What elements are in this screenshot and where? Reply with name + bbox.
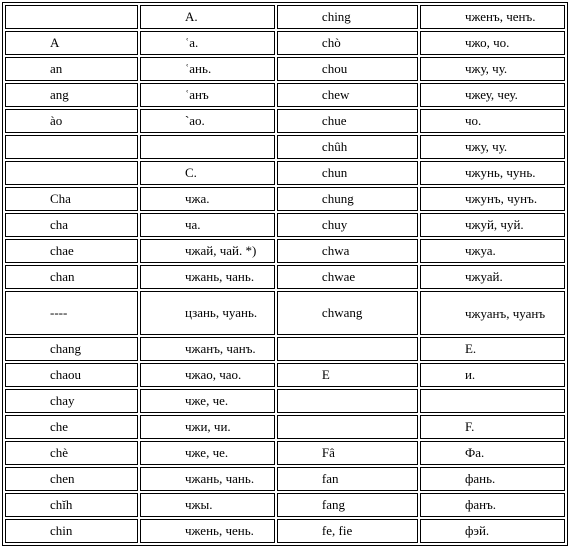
table-row [5,83,565,107]
cyrillic-transcription-a-cell: чжань, чань. [140,467,275,491]
latin-syllable-b-cell: ching [277,5,418,29]
table-row [5,519,565,543]
cyrillic-transcription-a-cell: чжень, чень. [140,519,275,543]
cyrillic-transcription-a-cell: чжань, чань. [140,265,275,289]
table-row [5,135,565,159]
latin-syllable-a-cell [5,5,138,29]
cyrillic-transcription-b-cell: чжуанъ, чуанъ [420,291,565,335]
cyrillic-transcription-b-cell: чжеу, чеу. [420,83,565,107]
table-row [5,5,565,29]
latin-syllable-a-cell: ang [5,83,138,107]
latin-syllable-b-cell [277,389,418,413]
table-row [5,389,565,413]
table-row [5,187,565,211]
latin-syllable-b-cell: chue [277,109,418,133]
cyrillic-transcription-b-cell: чо. [420,109,565,133]
latin-syllable-b-cell: chuy [277,213,418,237]
cyrillic-transcription-b-cell: чжу, чу. [420,135,565,159]
latin-syllable-b-cell: fan [277,467,418,491]
table-row [5,265,565,289]
cyrillic-transcription-b-cell: чжо, чо. [420,31,565,55]
table-row [5,467,565,491]
cyrillic-transcription-a-cell: ча. [140,213,275,237]
cyrillic-transcription-b-cell: E. [420,337,565,361]
latin-syllable-a-cell: chae [5,239,138,263]
transliteration-table [2,2,568,546]
table-row [5,57,565,81]
latin-syllable-a-cell: ào [5,109,138,133]
cyrillic-transcription-a-cell: чжао, чао. [140,363,275,387]
cyrillic-transcription-a-cell: чжай, чай. *) [140,239,275,263]
cyrillic-transcription-a-cell: чжи, чи. [140,415,275,439]
latin-syllable-b-cell: chwae [277,265,418,289]
cyrillic-transcription-b-cell [420,389,565,413]
cyrillic-transcription-a-cell: чже, че. [140,389,275,413]
latin-syllable-a-cell: cha [5,213,138,237]
cyrillic-transcription-a-cell: ʿа. [140,31,275,55]
latin-syllable-b-cell: chwa [277,239,418,263]
latin-syllable-a-cell: Cha [5,187,138,211]
cyrillic-transcription-a-cell: ʿань. [140,57,275,81]
cyrillic-transcription-b-cell: чжуй, чуй. [420,213,565,237]
cyrillic-transcription-b-cell: чжунь, чунь. [420,161,565,185]
latin-syllable-b-cell: chun [277,161,418,185]
cyrillic-transcription-a-cell: цзань, чуань. [140,291,275,335]
cyrillic-transcription-b-cell: чжуай. [420,265,565,289]
latin-syllable-b-cell: E [277,363,418,387]
table-row [5,441,565,465]
latin-syllable-a-cell: chin [5,519,138,543]
latin-syllable-b-cell: chò [277,31,418,55]
cyrillic-transcription-b-cell: чжуа. [420,239,565,263]
table-row [5,161,565,185]
latin-syllable-b-cell: chûh [277,135,418,159]
cyrillic-transcription-b-cell: F. [420,415,565,439]
table-row [5,493,565,517]
latin-syllable-b-cell [277,415,418,439]
latin-syllable-a-cell: chan [5,265,138,289]
cyrillic-transcription-a-cell: A. [140,5,275,29]
latin-syllable-b-cell: Fâ [277,441,418,465]
cyrillic-transcription-b-cell: чженъ, ченъ. [420,5,565,29]
table-row [5,31,565,55]
table-row [5,239,565,263]
cyrillic-transcription-b-cell: чжу, чу. [420,57,565,81]
table-row [5,363,565,387]
latin-syllable-b-cell: fang [277,493,418,517]
latin-syllable-a-cell: A [5,31,138,55]
cyrillic-transcription-a-cell: чжанъ, чанъ. [140,337,275,361]
cyrillic-transcription-a-cell [140,135,275,159]
latin-syllable-a-cell [5,161,138,185]
latin-syllable-a-cell: chang [5,337,138,361]
table-row [5,109,565,133]
latin-syllable-a-cell: an [5,57,138,81]
cyrillic-transcription-b-cell: фэй. [420,519,565,543]
cyrillic-transcription-a-cell: C. [140,161,275,185]
cyrillic-transcription-a-cell: чже, че. [140,441,275,465]
latin-syllable-b-cell: chwang [277,291,418,335]
latin-syllable-b-cell: chew [277,83,418,107]
cyrillic-transcription-b-cell: чжунъ, чунъ. [420,187,565,211]
cyrillic-transcription-b-cell: фань. [420,467,565,491]
latin-syllable-a-cell: che [5,415,138,439]
latin-syllable-a-cell: ---- [5,291,138,335]
latin-syllable-a-cell: chay [5,389,138,413]
latin-syllable-a-cell: chen [5,467,138,491]
latin-syllable-b-cell: chou [277,57,418,81]
latin-syllable-a-cell: chè [5,441,138,465]
table-row [5,415,565,439]
latin-syllable-a-cell: chĭh [5,493,138,517]
latin-syllable-b-cell: fe, fie [277,519,418,543]
latin-syllable-b-cell: chung [277,187,418,211]
cyrillic-transcription-b-cell: фанъ. [420,493,565,517]
table-row [5,213,565,237]
cyrillic-transcription-a-cell: чжы. [140,493,275,517]
cyrillic-transcription-a-cell: ʿанъ [140,83,275,107]
latin-syllable-b-cell [277,337,418,361]
cyrillic-transcription-b-cell: Фа. [420,441,565,465]
table-row [5,337,565,361]
table-body [5,5,565,543]
table-row [5,291,565,335]
cyrillic-transcription-a-cell: чжа. [140,187,275,211]
latin-syllable-a-cell [5,135,138,159]
latin-syllable-a-cell: chaou [5,363,138,387]
cyrillic-transcription-b-cell: и. [420,363,565,387]
cyrillic-transcription-a-cell: `ао. [140,109,275,133]
